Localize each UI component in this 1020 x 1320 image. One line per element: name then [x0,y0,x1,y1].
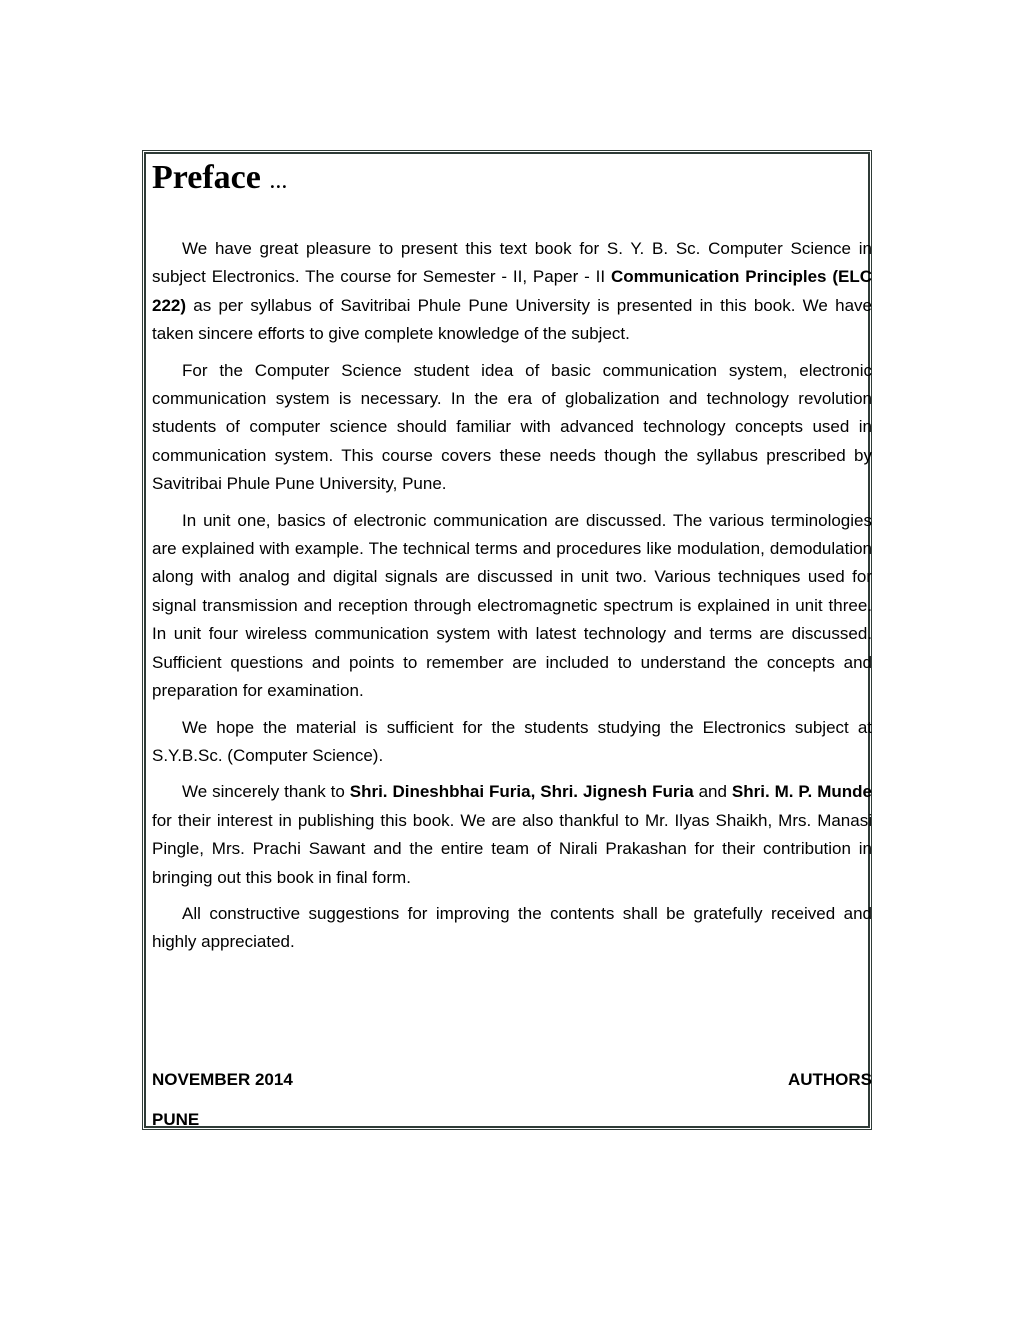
paragraph-intro [152,235,872,349]
paragraph-thanks [152,778,872,892]
paragraph-suggestions: All constructive suggestions for improving the contents shall be gratefully received and highly appreciated. [152,903,872,952]
paragraph-intro-text-cont: as per syllabus of Savitribai Phule Pune University is presented in this book. We have taken sincere efforts to give complete knowledge of the subject. [152,295,872,344]
page-frame [142,150,872,1130]
footer-row-place [152,1110,872,1130]
thanks-and: and [693,782,732,802]
title-ellipsis: ... [269,168,288,194]
footer-signature: AUTHORS [787,1070,872,1089]
paragraph-motivation: For the Computer Science student idea of basic communication system, electronic communication system is necessary. In the era of globalization and technology revolution students of computer science should familiar with advanced technology concepts used in communication system. This course covers these needs though the syllabus prescribed by Savitribai Phule Pune University, Pune. [152,360,872,494]
thanks-text-cont: for their interest in publishing this book. We are also thankful to Mr. Ilyas Shaikh, Mrs. Manasi Pingle, Mrs. Prachi Sawant and the entire team of Nirali Prakashan for their contribution in bringing out this book in final form. [152,810,872,887]
thanks-name-munde: Shri. M. P. Munde [731,782,872,802]
footer-row-date [152,1070,872,1090]
title-text: Preface [152,159,261,196]
preface-body [152,235,872,965]
paragraph-units: In unit one, basics of electronic communication are discussed. The various terminologies are explained with example. The technical terms and procedures like modulation, demodulation along with analog and digital signals are discussed in unit two. Various techniques used for signal transmission and reception through electromagnetic spectrum is explained in unit three. In unit four wireless communication system with latest technology and terms are discussed. Sufficient questions and points to remember are included to understand the concepts and preparation for examination. [152,510,872,701]
course-title: Communication Principles (ELC 222) [152,267,872,315]
footer-date: NOVEMBER 2014 [152,1070,293,1089]
paragraph-intro-text: We have great pleasure to present this text book for S. Y. B. Sc. Computer Science in subject Electronics. The course for Semester - II, Paper - II [152,239,872,287]
paragraph-hope: We hope the material is sufficient for the students studying the Electronics subject at S.Y.B.Sc. (Computer Science). [152,717,872,765]
footer-place: PUNE [152,1110,200,1129]
thanks-names: Shri. Dineshbhai Furia, Shri. Jignesh Furia [349,782,694,802]
page-title [152,156,287,203]
thanks-text: We sincerely thank to [182,782,350,802]
